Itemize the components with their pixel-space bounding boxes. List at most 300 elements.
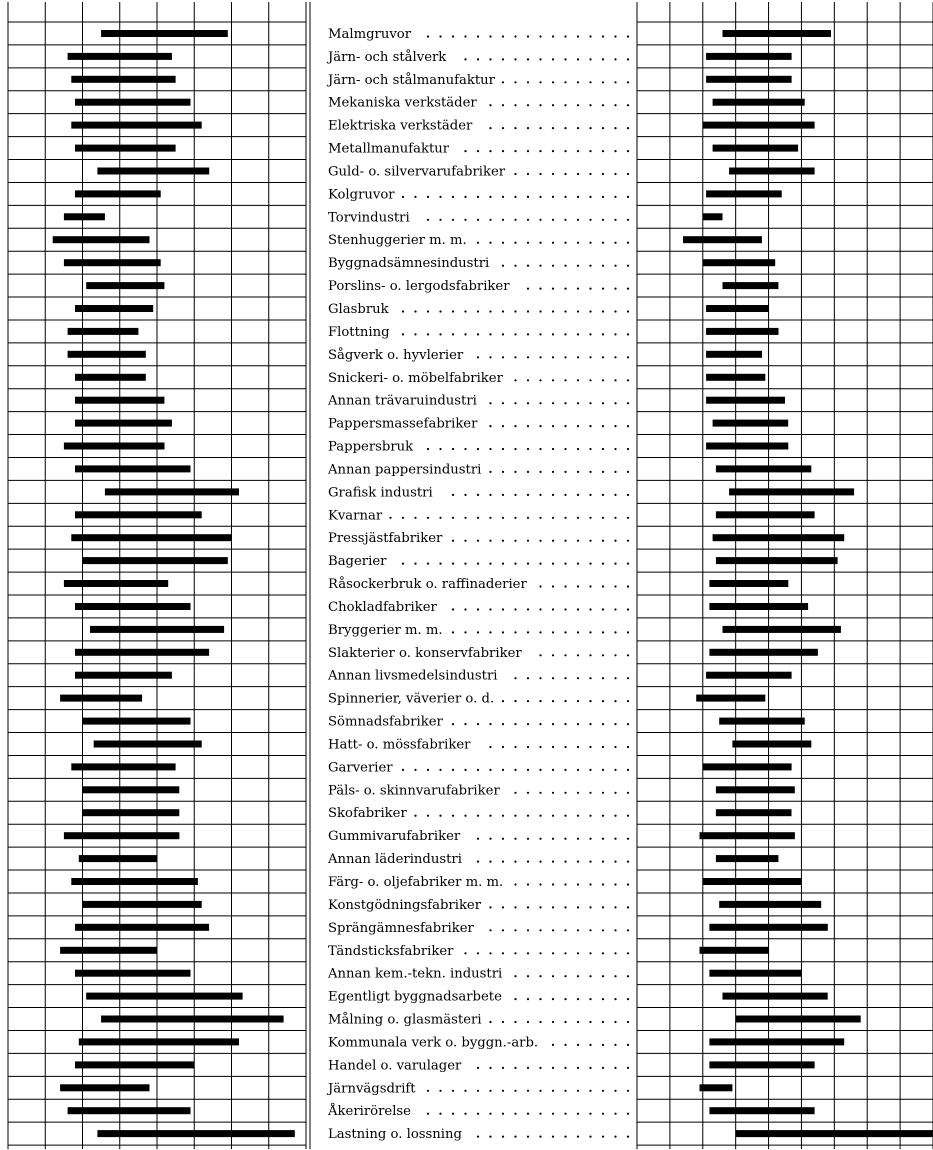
dot-leader — [577, 1113, 579, 1115]
dot-leader — [527, 127, 529, 129]
dot-leader — [564, 883, 566, 885]
dot-leader — [602, 219, 604, 221]
dot-leader — [402, 769, 404, 771]
dot-leader — [502, 219, 504, 221]
dot-leader — [602, 815, 604, 817]
dot-leader — [527, 379, 529, 381]
dot-leader — [502, 517, 504, 519]
dot-leader — [552, 58, 554, 60]
dot-leader — [552, 471, 554, 473]
dot-leader — [627, 333, 629, 335]
dot-leader — [577, 608, 579, 610]
dot-leader — [414, 563, 416, 565]
right-panel-bar — [683, 236, 762, 243]
dot-leader — [577, 1021, 579, 1023]
dot-leader — [627, 815, 629, 817]
dot-leader — [527, 1067, 529, 1069]
dot-leader — [564, 402, 566, 404]
dot-leader — [402, 333, 404, 335]
dot-leader — [577, 838, 579, 840]
dot-leader — [539, 952, 541, 954]
dot-leader — [489, 1090, 491, 1092]
dot-leader — [614, 769, 616, 771]
dot-leader — [552, 585, 554, 587]
dot-leader — [602, 356, 604, 358]
dot-leader — [414, 517, 416, 519]
dot-leader — [614, 265, 616, 267]
dot-leader — [514, 310, 516, 312]
dot-leader — [539, 563, 541, 565]
dot-leader — [477, 540, 479, 542]
dot-leader — [539, 196, 541, 198]
dot-leader — [577, 310, 579, 312]
dot-leader — [589, 952, 591, 954]
left-panel-bar — [71, 534, 231, 541]
category-label: Tändsticksfabriker — [328, 943, 454, 959]
dot-leader — [614, 402, 616, 404]
dot-leader — [427, 563, 429, 565]
dot-leader — [552, 242, 554, 244]
dot-leader — [627, 448, 629, 450]
right-panel-bar — [723, 282, 779, 289]
dot-leader — [614, 540, 616, 542]
dot-leader — [427, 769, 429, 771]
dot-leader — [452, 1113, 454, 1115]
dot-leader — [477, 35, 479, 37]
dot-leader — [589, 127, 591, 129]
left-panel-bar — [75, 465, 191, 472]
dot-leader — [464, 815, 466, 817]
dot-leader — [464, 540, 466, 542]
dot-leader — [489, 310, 491, 312]
dot-leader — [589, 150, 591, 152]
category-label: Järnvägsdrift — [328, 1081, 416, 1097]
dot-leader — [527, 769, 529, 771]
dot-leader — [514, 861, 516, 863]
dot-leader — [564, 517, 566, 519]
dot-leader — [602, 425, 604, 427]
left-panel-bar — [71, 76, 175, 83]
dot-leader — [577, 127, 579, 129]
dot-leader — [514, 219, 516, 221]
dot-leader — [502, 608, 504, 610]
dot-leader — [502, 494, 504, 496]
dot-leader — [627, 150, 629, 152]
dot-leader — [577, 723, 579, 725]
dot-leader — [489, 150, 491, 152]
dot-leader — [514, 929, 516, 931]
dot-leader — [539, 585, 541, 587]
dot-leader — [514, 1090, 516, 1092]
left-panel-bar — [68, 351, 146, 358]
dot-leader — [614, 517, 616, 519]
dot-leader — [527, 402, 529, 404]
dot-leader — [539, 517, 541, 519]
dot-leader — [602, 35, 604, 37]
dot-leader — [589, 906, 591, 908]
dot-leader — [489, 104, 491, 106]
dot-leader — [477, 310, 479, 312]
dot-leader — [477, 448, 479, 450]
right-panel-bar — [709, 924, 827, 931]
right-panel-bar — [709, 603, 808, 610]
dot-leader — [489, 929, 491, 931]
dot-leader — [602, 563, 604, 565]
right-panel-bar — [716, 465, 811, 472]
dot-leader — [589, 1113, 591, 1115]
dot-leader — [627, 838, 629, 840]
category-label: Slakterier o. konservfabriker — [328, 645, 522, 661]
dot-leader — [552, 769, 554, 771]
dot-leader — [589, 425, 591, 427]
left-panel-bar — [75, 397, 164, 404]
right-panel-bar — [716, 511, 815, 518]
dot-leader — [564, 265, 566, 267]
dot-leader — [577, 677, 579, 679]
dot-leader — [514, 952, 516, 954]
category-label: Hatt- o. mössfabriker — [328, 737, 471, 753]
dot-leader — [527, 677, 529, 679]
dot-leader — [627, 929, 629, 931]
dot-leader — [552, 35, 554, 37]
dot-leader — [577, 356, 579, 358]
dot-leader — [564, 333, 566, 335]
left-panel-bar — [75, 511, 202, 518]
category-label: Kolgruvor — [328, 187, 395, 203]
category-label: Garverier — [328, 760, 393, 776]
dot-leader — [539, 883, 541, 885]
category-label: Byggnadsämnesindustri — [328, 256, 490, 272]
dot-leader — [577, 1136, 579, 1138]
dot-leader — [552, 861, 554, 863]
dot-leader — [539, 127, 541, 129]
dot-leader — [514, 906, 516, 908]
dot-leader — [527, 356, 529, 358]
dot-leader — [589, 379, 591, 381]
dot-leader — [589, 333, 591, 335]
dot-leader — [627, 906, 629, 908]
dot-leader — [577, 540, 579, 542]
dot-leader — [614, 333, 616, 335]
dot-leader — [564, 1113, 566, 1115]
dot-leader — [564, 952, 566, 954]
dot-leader — [627, 402, 629, 404]
right-panel-bar — [713, 534, 845, 541]
dot-leader — [539, 1113, 541, 1115]
dot-leader — [564, 1067, 566, 1069]
dot-leader — [627, 265, 629, 267]
dot-leader — [477, 723, 479, 725]
dot-leader — [614, 104, 616, 106]
dot-leader — [464, 631, 466, 633]
dot-leader — [514, 196, 516, 198]
dot-leader — [414, 310, 416, 312]
right-panel-bar — [706, 351, 762, 358]
dot-leader — [477, 1113, 479, 1115]
dot-leader — [614, 700, 616, 702]
dot-leader — [602, 906, 604, 908]
dot-leader — [539, 173, 541, 175]
dot-leader — [439, 1090, 441, 1092]
dot-leader — [477, 196, 479, 198]
left-panel-bar — [94, 741, 202, 748]
dot-leader — [539, 1136, 541, 1138]
dot-leader — [514, 1136, 516, 1138]
dot-leader — [602, 746, 604, 748]
dot-leader — [589, 883, 591, 885]
dot-leader — [614, 310, 616, 312]
dot-leader — [627, 654, 629, 656]
dot-leader — [477, 861, 479, 863]
dot-leader — [439, 517, 441, 519]
left-panel-bar — [75, 970, 191, 977]
left-panel-bar — [75, 603, 191, 610]
dot-leader — [577, 517, 579, 519]
dot-leader — [539, 219, 541, 221]
dot-leader — [577, 998, 579, 1000]
dot-leader — [589, 81, 591, 83]
dot-leader — [577, 58, 579, 60]
dot-leader — [577, 929, 579, 931]
dot-leader — [514, 838, 516, 840]
left-panel-bar — [75, 672, 172, 679]
dot-leader — [627, 746, 629, 748]
dot-leader — [602, 1067, 604, 1069]
left-panel-bar — [101, 30, 228, 37]
dot-leader — [539, 815, 541, 817]
dot-leader — [614, 861, 616, 863]
dot-leader — [527, 975, 529, 977]
dot-leader — [602, 127, 604, 129]
dot-leader — [527, 952, 529, 954]
right-panel-bar — [706, 397, 785, 404]
dot-leader — [552, 196, 554, 198]
dot-leader — [477, 150, 479, 152]
dot-leader — [502, 769, 504, 771]
dot-leader — [602, 677, 604, 679]
dot-leader — [489, 1021, 491, 1023]
dot-leader — [602, 723, 604, 725]
dot-leader — [452, 769, 454, 771]
dot-leader — [527, 838, 529, 840]
dot-leader — [527, 173, 529, 175]
left-panel-bar — [60, 947, 157, 954]
dot-leader — [527, 861, 529, 863]
dot-leader — [552, 425, 554, 427]
dot-leader — [614, 563, 616, 565]
dot-leader — [502, 1113, 504, 1115]
dot-leader — [489, 815, 491, 817]
right-panel-bar — [706, 190, 782, 197]
dot-leader — [589, 242, 591, 244]
dot-leader — [564, 631, 566, 633]
right-panel-bar — [700, 1084, 733, 1091]
left-panel-bar — [64, 213, 105, 220]
category-label: Färg- o. oljefabriker m. m. — [328, 875, 504, 890]
left-panel-bar — [105, 488, 239, 495]
dot-leader — [627, 769, 629, 771]
category-label: Chokladfabriker — [328, 600, 437, 615]
category-label: Skofabriker — [328, 806, 407, 822]
dot-leader — [614, 585, 616, 587]
dot-leader — [527, 310, 529, 312]
dot-leader — [427, 1113, 429, 1115]
dot-leader — [627, 494, 629, 496]
dot-leader — [464, 1113, 466, 1115]
dot-leader — [577, 150, 579, 152]
dot-leader — [564, 677, 566, 679]
dot-leader — [602, 333, 604, 335]
dot-leader — [427, 517, 429, 519]
dot-leader — [514, 883, 516, 885]
dot-leader — [477, 219, 479, 221]
dot-leader — [614, 127, 616, 129]
dot-leader — [577, 288, 579, 290]
dot-leader — [602, 975, 604, 977]
dot-leader — [564, 792, 566, 794]
dot-leader — [502, 861, 504, 863]
left-panel-bar — [64, 259, 161, 266]
dot-leader — [564, 425, 566, 427]
dot-leader — [527, 471, 529, 473]
dot-leader — [502, 1021, 504, 1023]
dot-leader — [452, 310, 454, 312]
dot-leader — [577, 746, 579, 748]
right-panel-bar — [719, 718, 805, 725]
dot-leader — [627, 998, 629, 1000]
dot-leader — [627, 540, 629, 542]
dot-leader — [577, 265, 579, 267]
dot-leader — [589, 58, 591, 60]
dot-leader — [489, 563, 491, 565]
dot-leader — [627, 975, 629, 977]
dot-leader — [502, 196, 504, 198]
dot-leader — [602, 310, 604, 312]
left-panel-bar — [75, 190, 161, 197]
category-label: Pappersbruk — [328, 439, 414, 455]
dot-leader — [539, 654, 541, 656]
left-panel-bar — [71, 122, 201, 129]
dot-leader — [614, 631, 616, 633]
dot-leader — [527, 448, 529, 450]
dot-leader — [627, 883, 629, 885]
dot-leader — [502, 1136, 504, 1138]
dot-leader — [577, 81, 579, 83]
dot-leader — [589, 608, 591, 610]
left-panel — [8, 2, 306, 1149]
dot-leader — [589, 471, 591, 473]
dot-leader — [627, 127, 629, 129]
dot-leader — [527, 81, 529, 83]
dot-leader — [577, 952, 579, 954]
dot-leader — [552, 1044, 554, 1046]
dot-leader — [489, 723, 491, 725]
dot-leader — [552, 723, 554, 725]
dot-leader — [452, 563, 454, 565]
dot-leader — [539, 746, 541, 748]
dot-leader — [614, 196, 616, 198]
dot-leader — [627, 35, 629, 37]
dot-leader — [589, 288, 591, 290]
dot-leader — [527, 104, 529, 106]
dot-leader — [414, 333, 416, 335]
dot-leader — [539, 35, 541, 37]
dot-leader — [564, 654, 566, 656]
left-panel-bar — [75, 305, 153, 312]
dot-leader — [552, 379, 554, 381]
dot-leader — [627, 242, 629, 244]
dot-leader — [577, 700, 579, 702]
dot-leader — [527, 288, 529, 290]
dot-leader — [577, 792, 579, 794]
dot-leader — [602, 585, 604, 587]
dot-leader — [552, 1090, 554, 1092]
dot-leader — [427, 448, 429, 450]
dot-leader — [577, 425, 579, 427]
dot-leader — [552, 998, 554, 1000]
category-label: Konstgödningsfabriker — [328, 897, 482, 913]
dot-leader — [627, 219, 629, 221]
dot-leader — [577, 1067, 579, 1069]
dot-leader — [552, 333, 554, 335]
dot-leader — [627, 58, 629, 60]
right-panel-bar — [700, 947, 769, 954]
right-panel-bar — [706, 305, 769, 312]
dot-leader — [627, 563, 629, 565]
dot-leader — [514, 563, 516, 565]
dot-leader — [502, 425, 504, 427]
dot-leader — [527, 723, 529, 725]
dot-leader — [602, 265, 604, 267]
dot-leader — [577, 975, 579, 977]
dot-leader — [564, 975, 566, 977]
dot-leader — [552, 952, 554, 954]
dot-leader — [464, 448, 466, 450]
category-label: Bryggerier m. m. — [328, 622, 443, 638]
dot-leader — [502, 310, 504, 312]
dot-leader — [527, 35, 529, 37]
dot-leader — [502, 242, 504, 244]
dot-leader — [602, 150, 604, 152]
dot-leader — [477, 494, 479, 496]
dot-leader — [452, 35, 454, 37]
dot-leader — [577, 815, 579, 817]
dot-leader — [427, 219, 429, 221]
dot-leader — [527, 58, 529, 60]
dot-leader — [552, 517, 554, 519]
category-label: Annan kem.-tekn. industri — [328, 966, 503, 982]
dot-leader — [552, 975, 554, 977]
dot-leader — [552, 608, 554, 610]
category-label: Pappersmassefabriker — [328, 416, 478, 432]
dot-leader — [514, 723, 516, 725]
dot-leader — [614, 975, 616, 977]
category-label: Grafisk industri — [328, 485, 433, 501]
dot-leader — [527, 242, 529, 244]
dot-leader — [539, 929, 541, 931]
right-panel-bar — [713, 145, 799, 152]
dot-leader — [427, 35, 429, 37]
dot-leader — [527, 265, 529, 267]
dot-leader — [527, 1113, 529, 1115]
dot-leader — [452, 196, 454, 198]
dot-leader — [614, 608, 616, 610]
dot-leader — [602, 173, 604, 175]
dot-leader — [627, 1113, 629, 1115]
dot-leader — [514, 608, 516, 610]
dot-leader — [627, 173, 629, 175]
dot-leader — [527, 494, 529, 496]
